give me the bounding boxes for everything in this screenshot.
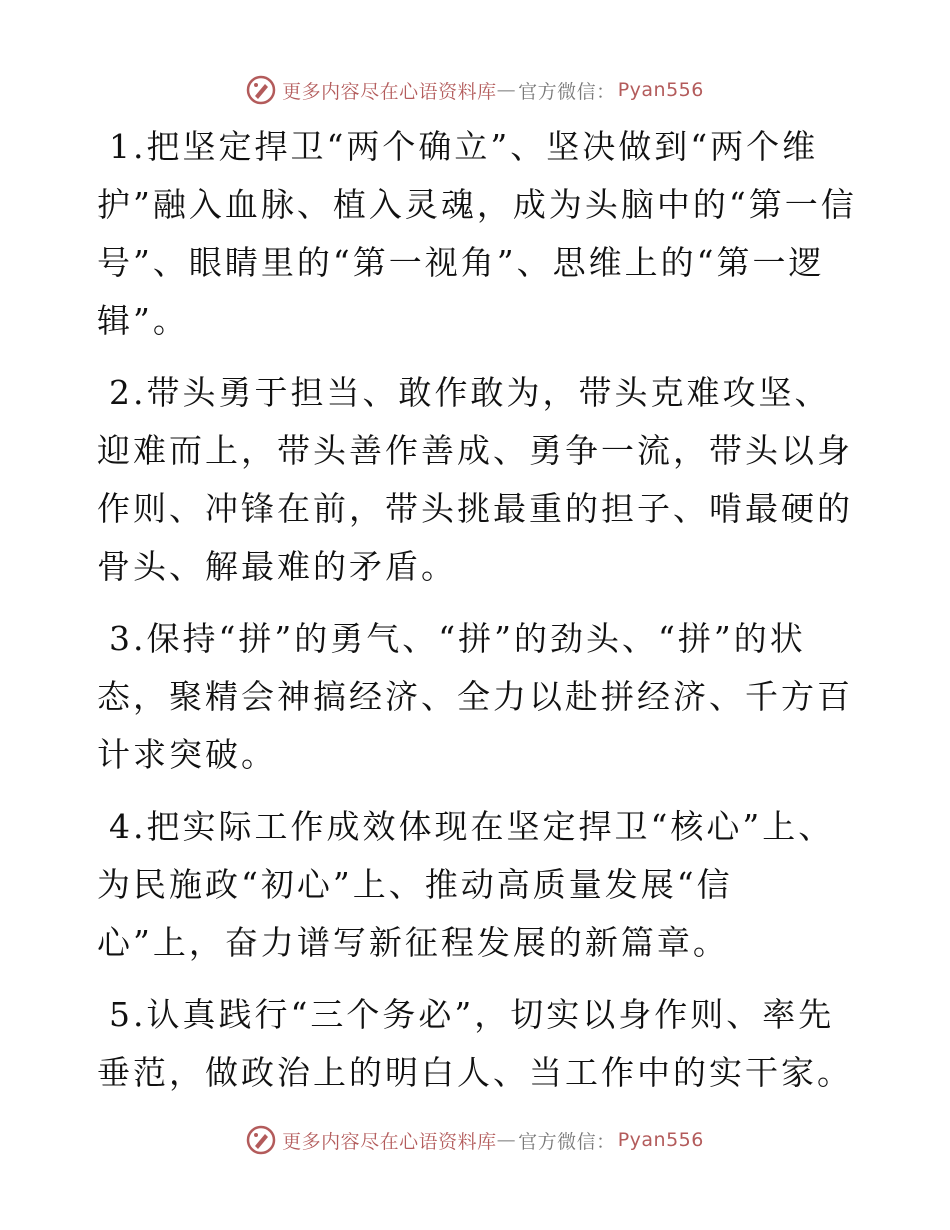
watermark-wechat-label: 官方微信： — [518, 80, 616, 103]
watermark-separator: — — [496, 79, 517, 101]
pen-seal-icon — [246, 75, 276, 105]
watermark-wechat-id: Pyan556 — [617, 79, 704, 101]
watermark-wechat-id: Pyan556 — [617, 1129, 704, 1151]
watermark-wechat-label: 官方微信： — [518, 1130, 616, 1153]
watermark-brand: 更多内容尽在心语资料库 — [282, 80, 497, 103]
paragraph-2: 2.带头勇于担当、敢作敢为，带头克难攻坚、迎难而上，带头善作善成、勇争一流，带头以身作则、冲锋在前，带头挑最重的担子、啃最硬的骨头、解最难的矛盾。 — [97, 373, 853, 586]
footer-watermark — [0, 1120, 950, 1160]
paragraph-5: 5.认真践行“三个务必”，切实以身作则、率先垂范，做政治上的明白人、当工作中的实干家。 — [97, 995, 853, 1092]
watermark-separator: — — [496, 1129, 517, 1151]
watermark-brand: 更多内容尽在心语资料库 — [282, 1130, 497, 1153]
document-body — [97, 118, 857, 1116]
pen-seal-icon — [246, 1125, 276, 1155]
paragraph-4: 4.把实际工作成效体现在坚定捍卫“核心”上、为民施政“初心”上、推动高质量发展“信心”上，奋力谱写新征程发展的新篇章。 — [97, 807, 835, 962]
paragraph-3: 3.保持“拼”的勇气、“拼”的劲头、“拼”的状态，聚精会神搞经济、全力以赴拼经济、千方百计求突破。 — [97, 619, 853, 774]
paragraph-1: 1.把坚定捍卫“两个确立”、坚决做到“两个维护”融入血脉、植入灵魂，成为头脑中的“第一信号”、眼睛里的“第一视角”、思维上的“第一逻辑”。 — [97, 127, 857, 340]
header-watermark — [0, 70, 950, 110]
